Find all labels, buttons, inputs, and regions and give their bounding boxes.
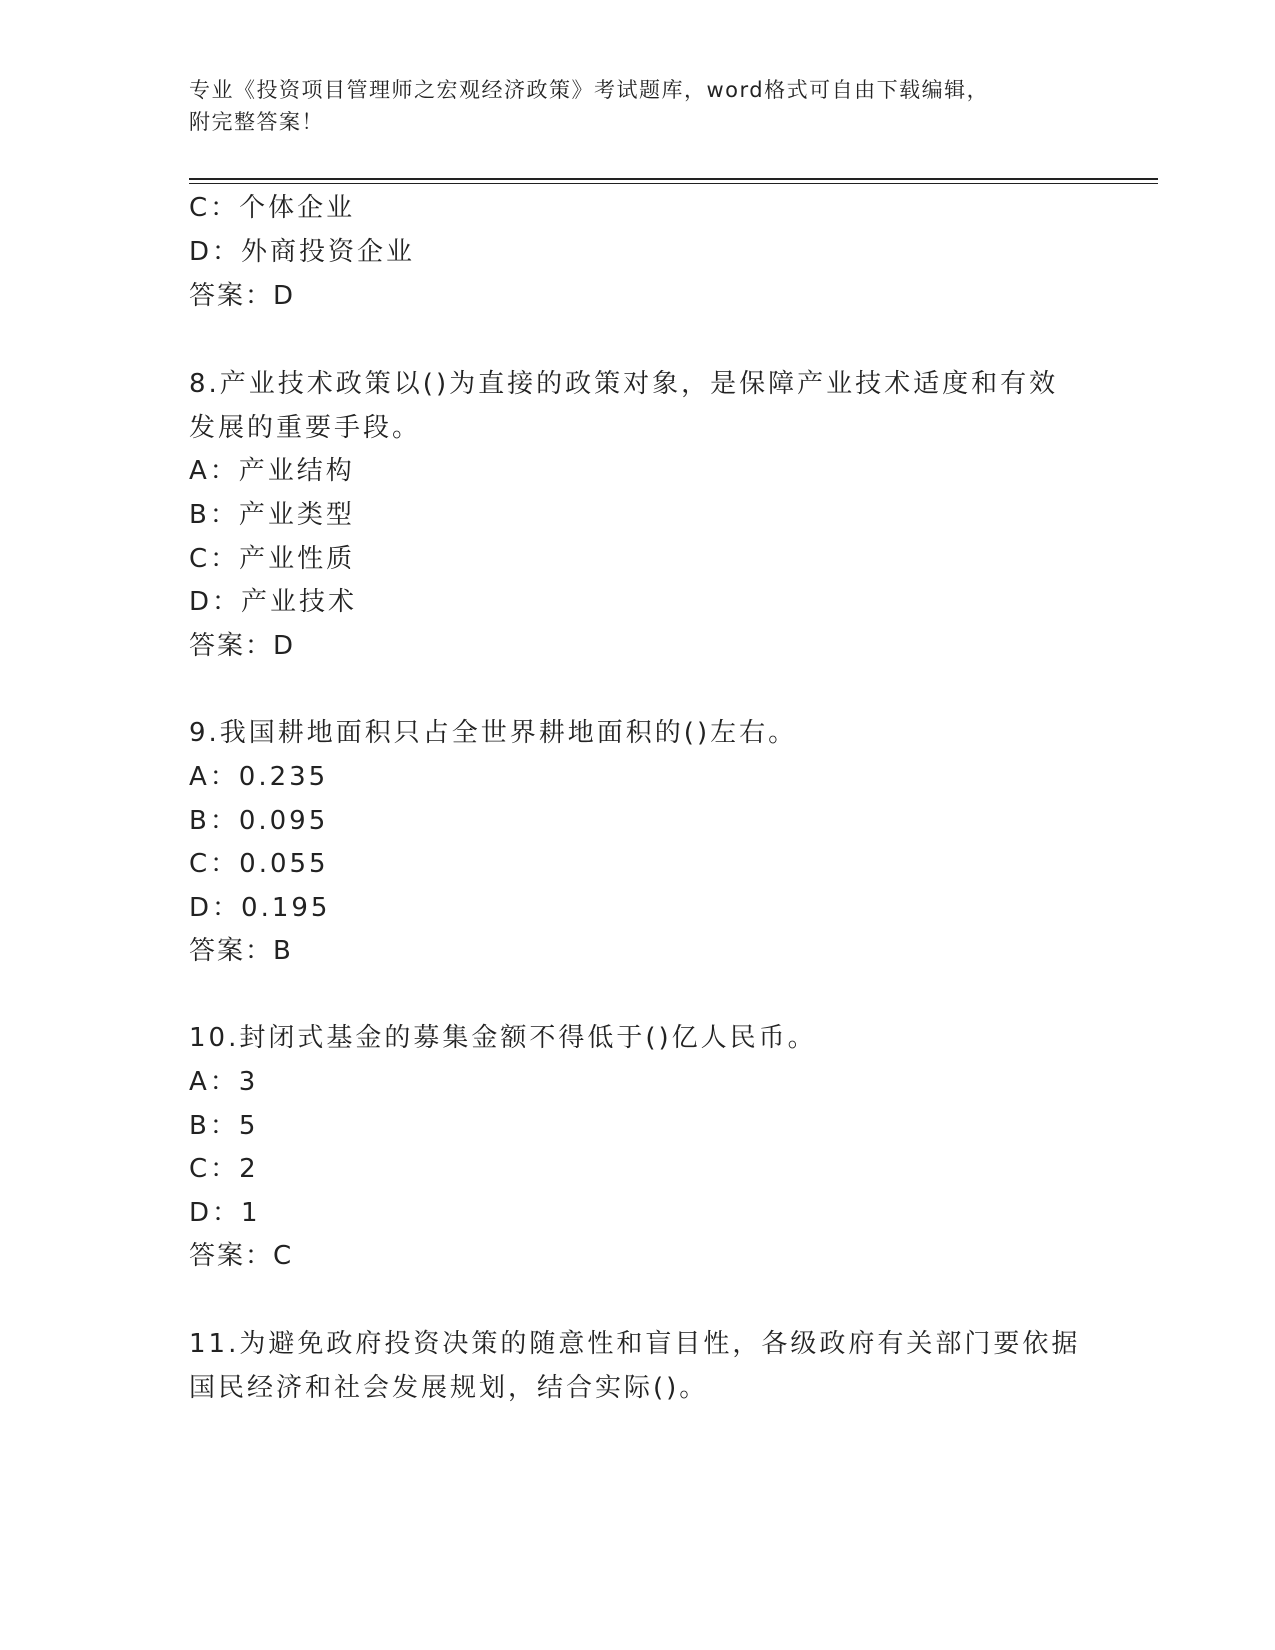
q8-option-b: B：产业类型	[189, 500, 355, 530]
q9-option-b: B：0.095	[189, 806, 329, 836]
q9-option-a: A：0.235	[189, 762, 329, 792]
q10-stem-line-1: 10.封闭式基金的募集金额不得低于()亿人民币。	[189, 1023, 817, 1053]
q9-option-d: D：0.195	[189, 893, 331, 923]
q10-option-b: B：5	[189, 1111, 259, 1141]
q10-option-a: A：3	[189, 1067, 259, 1097]
q8-answer: 答案：D	[189, 631, 296, 661]
header-divider-thin	[189, 183, 1158, 184]
q10-option-d: D：1	[189, 1198, 261, 1228]
q8-stem-line-1: 8.产业技术政策以()为直接的政策对象，是保障产业技术适度和有效	[189, 369, 1059, 399]
header-line-2: 附完整答案！	[189, 110, 324, 134]
q9-answer: 答案：B	[189, 936, 293, 966]
q7-option-d: D：外商投资企业	[189, 237, 416, 267]
q7-option-c: C：个体企业	[189, 193, 356, 223]
q8-option-c: C：产业性质	[189, 544, 356, 574]
q11-stem-line-1: 11.为避免政府投资决策的随意性和盲目性，各级政府有关部门要依据	[189, 1329, 1081, 1359]
header-divider-thick	[189, 178, 1158, 180]
q9-stem-line-1: 9.我国耕地面积只占全世界耕地面积的()左右。	[189, 718, 798, 748]
q10-answer: 答案：C	[189, 1241, 294, 1271]
q7-answer: 答案：D	[189, 281, 296, 311]
q9-option-c: C：0.055	[189, 849, 329, 879]
document-header	[189, 74, 1089, 138]
q10-option-c: C：2	[189, 1154, 259, 1184]
q8-stem-line-2: 发展的重要手段。	[189, 413, 422, 443]
header-line-1: 专业《投资项目管理师之宏观经济政策》考试题库，word格式可自由下载编辑，	[189, 78, 990, 102]
q8-option-d: D：产业技术	[189, 587, 358, 617]
q8-option-a: A：产业结构	[189, 456, 355, 486]
q11-stem-line-2: 国民经济和社会发展规划，结合实际()。	[189, 1373, 709, 1403]
